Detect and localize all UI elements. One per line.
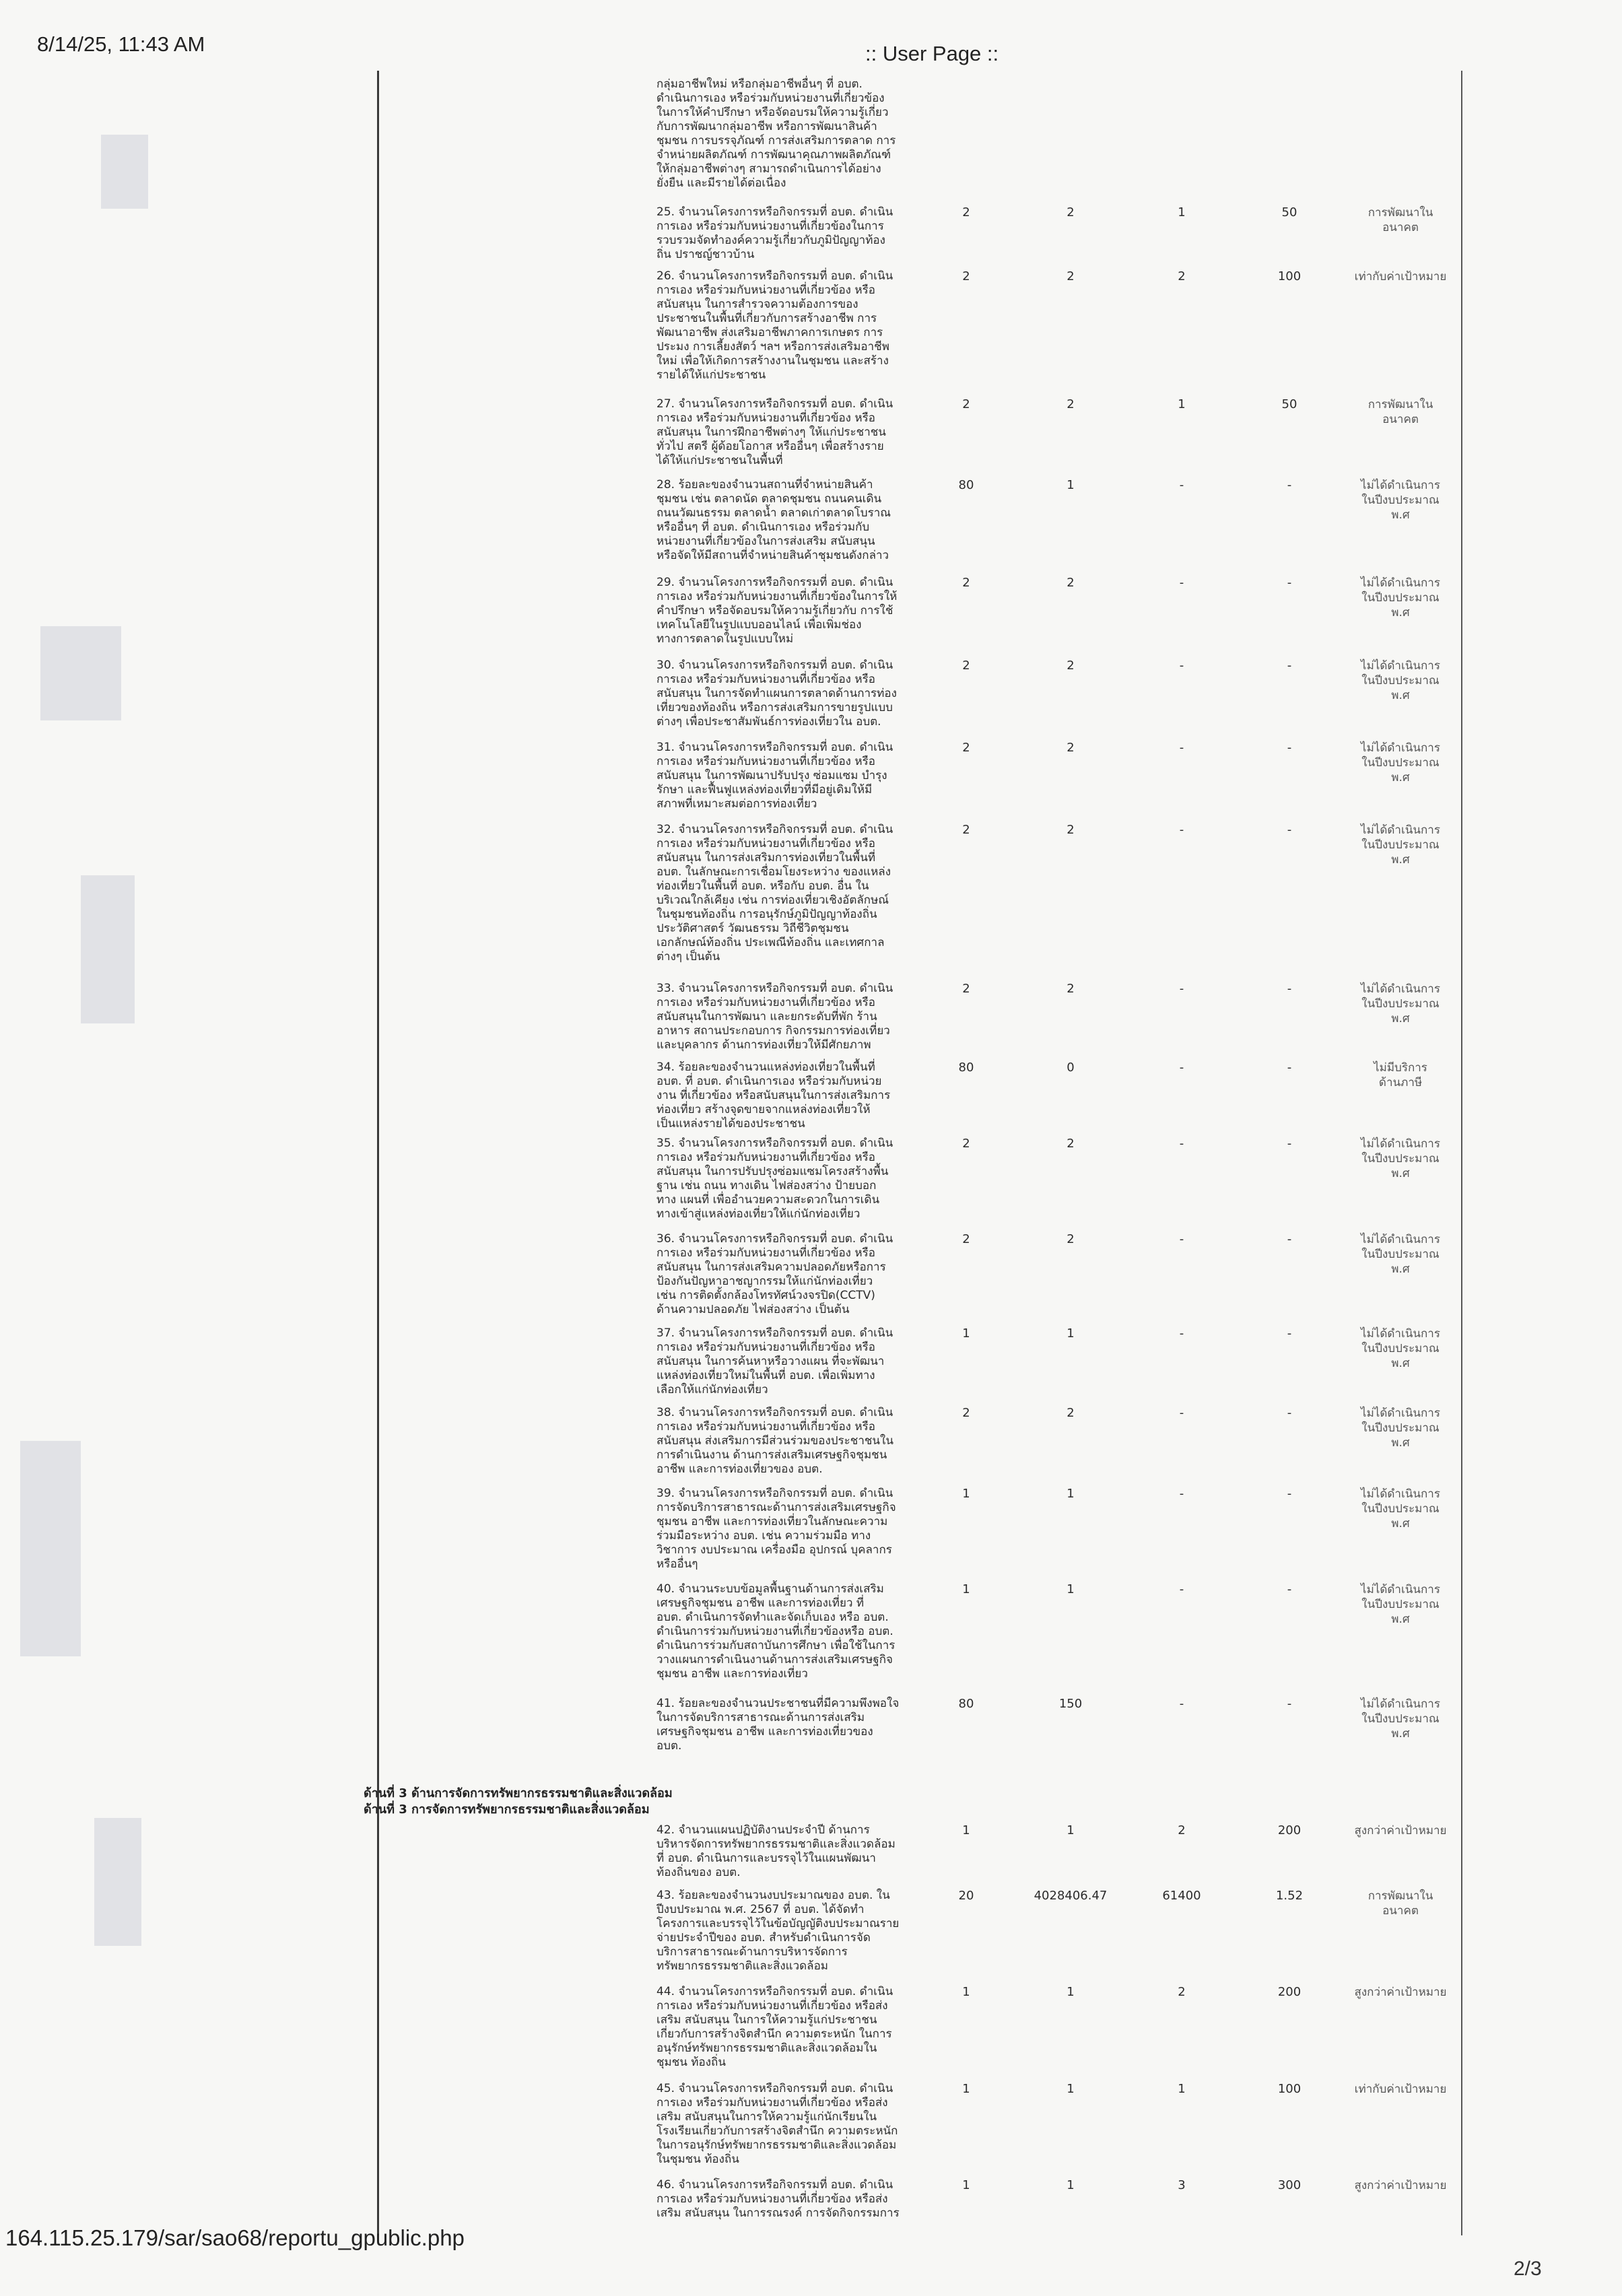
total-value: 1 (1067, 1582, 1075, 1596)
total-value: 2 (1067, 269, 1075, 283)
total-value: 2 (1067, 982, 1075, 996)
target-value: 80 (958, 1060, 974, 1075)
indicator-description: 29. จำนวนโครงการหรือกิจกรรมที่ อบต. ดำเนิน การเอง หรือร่วมกับหน่วยงานที่เกี่ยวข้องในการให้ คำปรึกษา หรือจัดอบรมให้ความรู้เกี่ยวกับ การใช้ เทคโนโลยีในรูปแบบออนไลน์ เพื่อเพิ่มช่อง ทางการตลาดในรูปแบบใหม่ (656, 576, 898, 646)
total-value: 4028406.47 (1034, 1889, 1108, 1903)
result-text: ไม่ได้ดำเนินการ ในปีงบประมาณ พ.ศ (1361, 823, 1440, 867)
percent-value: 200 (1277, 1823, 1302, 1837)
achieved-value: - (1179, 741, 1184, 755)
scan-artifact (20, 1441, 81, 1656)
indicator-description: 45. จำนวนโครงการหรือกิจกรรมที่ อบต. ดำเนิน การเอง หรือร่วมกับหน่วยงานที่เกี่ยวข้อง หรือส่ง เสริม สนับสนุนในการให้ความรู้แก่นักเรียนใน โรงเรียนเกี่ยวกับการสร้างจิตสำนึก ความตระหนัก ในการอนุรักษ์ทรัพยากรธรรมชาติและสิ่งแวดล้อม ในชุมชน ท้องถิ่น (656, 2082, 898, 2166)
achieved-value: 1 (1178, 397, 1186, 411)
indicator-description: 46. จำนวนโครงการหรือกิจกรรมที่ อบต. ดำเนิน การเอง หรือร่วมกับหน่วยงานที่เกี่ยวข้อง หรือส่ง เสริม สนับสนุน ในการรณรงค์ การจัดกิจกรรมการ (656, 2178, 900, 2220)
total-value: 1 (1067, 478, 1075, 492)
result-text: ไม่ได้ดำเนินการ ในปีงบประมาณ พ.ศ (1361, 982, 1440, 1025)
indicator-description: กลุ่มอาชีพใหม่ หรือกลุ่มอาชีพอื่นๆ ที่ อบต. ดำเนินการเอง หรือร่วมกับหน่วยงานที่เกี่ยวข้อง ในการให้คำปรึกษา หรือจัดอบรมให้ความรู้เกี่ยว กับการพัฒนากลุ่มอาชีพ หรือการพัฒนาสินค้า ชุมชน การบรรจุภัณฑ์ การส่งเสริมการตลาด การ จำหน่ายผลิตภัณฑ์ การพัฒนาคุณภาพผลิตภัณฑ์ ให้กลุ่มอาชีพต่างๆ สามารถดำเนินการได้อย่าง ยั่งยืน และมีรายได้ต่อเนื่อง (656, 77, 896, 190)
total-value: 150 (1058, 1697, 1083, 1711)
indicator-description: 35. จำนวนโครงการหรือกิจกรรมที่ อบต. ดำเนิน การเอง หรือร่วมกับหน่วยงานที่เกี่ยวข้อง หรือ สนับสนุน ในการปรับปรุงซ่อมแซมโครงสร้างพื้น ฐาน เช่น ถนน ทางเดิน ไฟส่องสว่าง ป้ายบอก ทาง แผนที่ เพื่ออำนวยความสะดวกในการเดิน ทางเข้าสู่แหล่งท่องเที่ยวให้แก่นักท่องเที่ยว (656, 1137, 893, 1221)
percent-value: 50 (1281, 205, 1297, 220)
target-value: 2 (962, 741, 970, 755)
indicator-description: 25. จำนวนโครงการหรือกิจกรรมที่ อบต. ดำเนิน การเอง หรือร่วมกับหน่วยงานที่เกี่ยวข้องในการ รวบรวมจัดทำองค์ความรู้เกี่ยวกับภูมิปัญญาท้อง ถิ่น ปราชญ์ชาวบ้าน (656, 205, 893, 261)
achieved-value: - (1179, 1060, 1184, 1075)
target-value: 1 (962, 1985, 970, 1999)
achieved-value: 1 (1178, 205, 1186, 220)
total-value: 0 (1067, 1060, 1075, 1075)
achieved-value: - (1179, 659, 1184, 673)
total-value: 2 (1067, 741, 1075, 755)
result-text: ไม่ได้ดำเนินการ ในปีงบประมาณ พ.ศ (1361, 1233, 1440, 1276)
target-value: 1 (962, 1823, 970, 1837)
result-text: ไม่ได้ดำเนินการ ในปีงบประมาณ พ.ศ (1361, 1583, 1440, 1626)
result-text: ไม่มีบริการ ด้านภาษี (1374, 1061, 1427, 1089)
total-value: 2 (1067, 1232, 1075, 1246)
percent-value: 50 (1281, 397, 1297, 411)
indicator-description: 42. จำนวนแผนปฏิบัติงานประจำปี ด้านการ บริหารจัดการทรัพยากรธรรมชาติและสิ่งแวดล้อม ที่ อบต. ดำเนินการและบรรจุไว้ในแผนพัฒนา ท้องถิ่นของ อบต. (656, 1823, 896, 1879)
target-value: 1 (962, 1487, 970, 1501)
achieved-value: 2 (1178, 1823, 1186, 1837)
percent-value: - (1287, 1137, 1292, 1151)
achieved-value: - (1179, 1326, 1184, 1341)
indicator-description: 41. ร้อยละของจำนวนประชาชนที่มีความพึงพอใจ ในการจัดบริการสาธารณะด้านการส่งเสริม เศรษฐกิจชุมชน อาชีพ และการท่องเที่ยวของ อบต. (656, 1697, 900, 1753)
result-text: การพัฒนาใน อนาคต (1367, 206, 1433, 234)
percent-value: - (1287, 1326, 1292, 1341)
indicator-description: 40. จำนวนระบบข้อมูลพื้นฐานด้านการส่งเสริม เศรษฐกิจชุมชน อาชีพ และการท่องเที่ยว ที่ อบต. ดำเนินการจัดทำและจัดเก็บเอง หรือ อบต. ดำเนินการร่วมกับหน่วยงานที่เกี่ยวข้องหรือ อบต. ดำเนินการร่วมกับสถาบันการศึกษา เพื่อใช้ในการ วางแผนการดำเนินงานด้านการส่งเสริมเศรษฐกิจ ชุมชน อาชีพ และการท่องเที่ยว (656, 1582, 896, 1681)
result-text: ไม่ได้ดำเนินการ ในปีงบประมาณ พ.ศ (1361, 741, 1440, 784)
result-text: ไม่ได้ดำเนินการ ในปีงบประมาณ พ.ศ (1361, 479, 1440, 522)
achieved-value: 61400 (1162, 1889, 1201, 1903)
total-value: 2 (1067, 659, 1075, 673)
result-text: การพัฒนาใน อนาคต (1367, 398, 1433, 426)
section-heading: ด้านที่ 3 การจัดการทรัพยากรธรรมชาติและสิ่งแวดล้อม (364, 1802, 650, 1817)
result-text: สูงกว่าค่าเป้าหมาย (1354, 1824, 1447, 1837)
total-value: 2 (1067, 1406, 1075, 1420)
percent-value: - (1287, 576, 1292, 590)
percent-value: 100 (1277, 269, 1302, 283)
percent-value: - (1287, 741, 1292, 755)
achieved-value: - (1179, 982, 1184, 996)
result-text: ไม่ได้ดำเนินการ ในปีงบประมาณ พ.ศ (1361, 1137, 1440, 1180)
page-url: 164.115.25.179/sar/sao68/reportu_gpublic.php (5, 2225, 465, 2250)
total-value: 1 (1067, 2178, 1075, 2192)
achieved-value: 1 (1178, 2082, 1186, 2096)
achieved-value: - (1179, 1697, 1184, 1711)
percent-value: - (1287, 1232, 1292, 1246)
target-value: 2 (962, 659, 970, 673)
target-value: 2 (962, 1406, 970, 1420)
achieved-value: 2 (1178, 1985, 1186, 1999)
result-text: สูงกว่าค่าเป้าหมาย (1354, 2179, 1447, 2192)
print-date: 8/14/25, 11:43 AM (37, 32, 205, 56)
percent-value: 1.52 (1275, 1889, 1304, 1903)
percent-value: - (1287, 1406, 1292, 1420)
target-value: 80 (958, 478, 974, 492)
result-text: สูงกว่าค่าเป้าหมาย (1354, 1986, 1447, 1999)
target-value: 2 (962, 982, 970, 996)
result-text: ไม่ได้ดำเนินการ ในปีงบประมาณ พ.ศ (1361, 1487, 1440, 1530)
target-value: 2 (962, 1232, 970, 1246)
percent-value: - (1287, 982, 1292, 996)
result-text: ไม่ได้ดำเนินการ ในปีงบประมาณ พ.ศ (1361, 659, 1440, 702)
target-value: 2 (962, 269, 970, 283)
target-value: 1 (962, 2082, 970, 2096)
total-value: 2 (1067, 397, 1075, 411)
target-value: 2 (962, 397, 970, 411)
result-text: ไม่ได้ดำเนินการ ในปีงบประมาณ พ.ศ (1361, 1327, 1440, 1370)
indicator-description: 32. จำนวนโครงการหรือกิจกรรมที่ อบต. ดำเนิน การเอง หรือร่วมกับหน่วยงานที่เกี่ยวข้อง หรือ สนับสนุน ในการส่งเสริมการท่องเที่ยวในพื้นที่ อบต. ในลักษณะการเชื่อมโยงระหว่าง ของแหล่ง ท่องเที่ยวในพื้นที่ อบต. หรือกับ อบต. อื่น ใน บริเวณใกล้เคียง เช่น การท่องเที่ยวเชิงอัตลักษณ์ ในชุมชนท้องถิ่น การอนุรักษ์ภูมิปัญญาท้องถิ่น ประวัติศาสตร์ วัฒนธรรม วิถีชีวิตชุมชน เอกลักษณ์ท้องถิ่น ประเพณีท้องถิ่น และเทศกาล ต่างๆ เป็นต้น (656, 823, 893, 964)
scan-artifact (101, 135, 148, 209)
total-value: 2 (1067, 823, 1075, 837)
indicator-description: 38. จำนวนโครงการหรือกิจกรรมที่ อบต. ดำเนิน การเอง หรือร่วมกับหน่วยงานที่เกี่ยวข้อง หรือ สนับสนุน ส่งเสริมการมีส่วนร่วมของประชาชนใน การดำเนินงาน ด้านการส่งเสริมเศรษฐกิจชุมชน อาชีพ และการท่องเที่ยวของ อบต. (656, 1406, 893, 1476)
indicator-description: 43. ร้อยละของจำนวนงบประมาณของ อบต. ใน ปีงบประมาณ พ.ศ. 2567 ที่ อบต. ได้จัดทำ โครงการและบรรจุไว้ในข้อบัญญัติงบประมาณราย จ่ายประจำปีของ อบต. สำหรับดำเนินการจัด บริการสาธารณะด้านการบริหารจัดการ ทรัพยากรธรรมชาติและสิ่งแวดล้อม (656, 1889, 900, 1973)
total-value: 2 (1067, 576, 1075, 590)
indicator-description: 28. ร้อยละของจำนวนสถานที่จำหน่ายสินค้า ชุมชน เช่น ตลาดนัด ตลาดชุมชน ถนนคนเดิน ถนนวัฒนธรรม ตลาดน้ำ ตลาดเก่าตลาดโบราณ หรืออื่นๆ ที่ อบต. ดำเนินการเอง หรือร่วมกับ หน่วยงานที่เกี่ยวข้องในการส่งเสริม สนับสนุน หรือจัดให้มีสถานที่จำหน่ายสินค้าชุมชนดังกล่าว (656, 478, 891, 562)
page-title: :: User Page :: (865, 42, 999, 65)
indicator-description: 30. จำนวนโครงการหรือกิจกรรมที่ อบต. ดำเนิน การเอง หรือร่วมกับหน่วยงานที่เกี่ยวข้อง หรือ สนับสนุน ในการจัดทำแผนการตลาดด้านการท่อง เที่ยวของท้องถิ่น หรือการส่งเสริมการขายรูปแบบ ต่างๆ เพื่อประชาสัมพันธ์การท่องเที่ยวใน อบต. (656, 659, 897, 729)
indicator-description: 31. จำนวนโครงการหรือกิจกรรมที่ อบต. ดำเนิน การเอง หรือร่วมกับหน่วยงานที่เกี่ยวข้อง หรือ สนับสนุน ในการพัฒนาปรับปรุง ซ่อมแซม บำรุง รักษา และฟื้นฟูแหล่งท่องเที่ยวที่มีอยู่เดิมให้มี สภาพที่เหมาะสมต่อการท่องเที่ยว (656, 741, 893, 811)
percent-value: 200 (1277, 1985, 1302, 1999)
table-left-border (377, 71, 379, 2235)
target-value: 1 (962, 1582, 970, 1596)
percent-value: - (1287, 1582, 1292, 1596)
result-text: การพัฒนาใน อนาคต (1367, 1889, 1433, 1918)
achieved-value: 2 (1178, 269, 1186, 283)
result-text: เท่ากับค่าเป้าหมาย (1354, 2083, 1447, 2096)
indicator-description: 44. จำนวนโครงการหรือกิจกรรมที่ อบต. ดำเนิน การเอง หรือร่วมกับหน่วยงานที่เกี่ยวข้อง หรือส่ง เสริม สนับสนุน ในการให้ความรู้แก่ประชาชน เกี่ยวกับการสร้างจิตสำนึก ความตระหนัก ในการ อนุรักษ์ทรัพยากรธรรมชาติและสิ่งแวดล้อมใน ชุมชน ท้องถิ่น (656, 1985, 893, 2069)
total-value: 1 (1067, 1487, 1075, 1501)
scan-artifact (81, 875, 135, 1023)
result-text: ไม่ได้ดำเนินการ ในปีงบประมาณ พ.ศ (1361, 1407, 1440, 1450)
achieved-value: 3 (1178, 2178, 1186, 2192)
scan-artifact (94, 1818, 141, 1946)
indicator-description: 37. จำนวนโครงการหรือกิจกรรมที่ อบต. ดำเนิน การเอง หรือร่วมกับหน่วยงานที่เกี่ยวข้อง หรือ สนับสนุน ในการค้นหาหรือวางแผน ที่จะพัฒนา แหล่งท่องเที่ยวใหม่ในพื้นที่ อบต. เพื่อเพิ่มทาง เลือกให้แก่นักท่องเที่ยว (656, 1326, 893, 1396)
achieved-value: - (1179, 1232, 1184, 1246)
total-value: 2 (1067, 1137, 1075, 1151)
page-number: 2/3 (1514, 2258, 1542, 2280)
result-text: ไม่ได้ดำเนินการ ในปีงบประมาณ พ.ศ (1361, 576, 1440, 619)
result-text: เท่ากับค่าเป้าหมาย (1354, 270, 1447, 283)
table-right-border (1461, 71, 1462, 2235)
achieved-value: - (1179, 1487, 1184, 1501)
achieved-value: - (1179, 823, 1184, 837)
scan-artifact (40, 626, 121, 720)
total-value: 1 (1067, 2082, 1075, 2096)
achieved-value: - (1179, 1137, 1184, 1151)
percent-value: 300 (1277, 2178, 1302, 2192)
percent-value: - (1287, 823, 1292, 837)
target-value: 2 (962, 1137, 970, 1151)
target-value: 80 (958, 1697, 974, 1711)
indicator-description: 33. จำนวนโครงการหรือกิจกรรมที่ อบต. ดำเนิน การเอง หรือร่วมกับหน่วยงานที่เกี่ยวข้อง หรือ สนับสนุนในการพัฒนา และยกระดับที่พัก ร้าน อาหาร สถานประกอบการ กิจกรรมการท่องเที่ยว และบุคลากร ด้านการท่องเที่ยวให้มีศักยภาพ (656, 982, 893, 1052)
target-value: 20 (958, 1889, 974, 1903)
percent-value: - (1287, 1487, 1292, 1501)
achieved-value: - (1179, 1406, 1184, 1420)
indicator-description: 36. จำนวนโครงการหรือกิจกรรมที่ อบต. ดำเนิน การเอง หรือร่วมกับหน่วยงานที่เกี่ยวข้อง หรือ สนับสนุน ในการส่งเสริมความปลอดภัยหรือการ ป้องกันปัญหาอาชญากรรมให้แก่นักท่องเที่ยว เช่น การติดตั้งกล้องโทรทัศน์วงจรปิด(CCTV) ด้านความปลอดภัย ไฟส่องสว่าง เป็นต้น (656, 1232, 893, 1316)
result-text: ไม่ได้ดำเนินการ ในปีงบประมาณ พ.ศ (1361, 1697, 1440, 1741)
achieved-value: - (1179, 576, 1184, 590)
total-value: 1 (1067, 1326, 1075, 1341)
achieved-value: - (1179, 1582, 1184, 1596)
total-value: 2 (1067, 205, 1075, 220)
percent-value: - (1287, 659, 1292, 673)
percent-value: - (1287, 1697, 1292, 1711)
total-value: 1 (1067, 1985, 1075, 1999)
total-value: 1 (1067, 1823, 1075, 1837)
indicator-description: 26. จำนวนโครงการหรือกิจกรรมที่ อบต. ดำเนิน การเอง หรือร่วมกับหน่วยงานที่เกี่ยวข้อง หรือ สนับสนุน ในการสำรวจความต้องการของ ประชาชนในพื้นที่เกี่ยวกับการสร้างอาชีพ การ พัฒนาอาชีพ ส่งเสริมอาชีพภาคการเกษตร การ ประมง การเลี้ยงสัตว์ ฯลฯ หรือการส่งเสริมอาชีพ ใหม่ เพื่อให้เกิดการสร้างงานในชุมชน และสร้าง รายได้ให้แก่ประชาชน (656, 269, 893, 382)
percent-value: 100 (1277, 2082, 1302, 2096)
section-heading: ด้านที่ 3 ด้านการจัดการทรัพยากรธรรมชาติและสิ่งแวดล้อม (364, 1786, 673, 1800)
target-value: 1 (962, 2178, 970, 2192)
target-value: 2 (962, 823, 970, 837)
target-value: 2 (962, 576, 970, 590)
target-value: 1 (962, 1326, 970, 1341)
achieved-value: - (1179, 478, 1184, 492)
indicator-description: 34. ร้อยละของจำนวนแหล่งท่องเที่ยวในพื้นที่ อบต. ที่ อบต. ดำเนินการเอง หรือร่วมกับหน่วย งาน ที่เกี่ยวข้อง หรือสนับสนุนในการส่งเสริมการ ท่องเที่ยว สร้างจุดขายจากแหล่งท่องเที่ยวให้ เป็นแหล่งรายได้ของประชาชน (656, 1060, 891, 1130)
percent-value: - (1287, 1060, 1292, 1075)
indicator-description: 39. จำนวนโครงการหรือกิจกรรมที่ อบต. ดำเนิน การจัดบริการสาธารณะด้านการส่งเสริมเศรษฐกิจ ชุมชน อาชีพ และการท่องเที่ยวในลักษณะความ ร่วมมือระหว่าง อบต. เช่น ความร่วมมือ ทาง วิชาการ งบประมาณ เครื่องมือ อุปกรณ์ บุคลากร หรืออื่นๆ (656, 1487, 896, 1571)
indicator-description: 27. จำนวนโครงการหรือกิจกรรมที่ อบต. ดำเนิน การเอง หรือร่วมกับหน่วยงานที่เกี่ยวข้อง หรือ สนับสนุน ในการฝึกอาชีพต่างๆ ให้แก่ประชาชน ทั่วไป สตรี ผู้ด้อยโอกาส หรืออื่นๆ เพื่อสร้างราย ได้ให้แก่ประชาชนในพื้นที่ (656, 397, 893, 467)
target-value: 2 (962, 205, 970, 220)
percent-value: - (1287, 478, 1292, 492)
